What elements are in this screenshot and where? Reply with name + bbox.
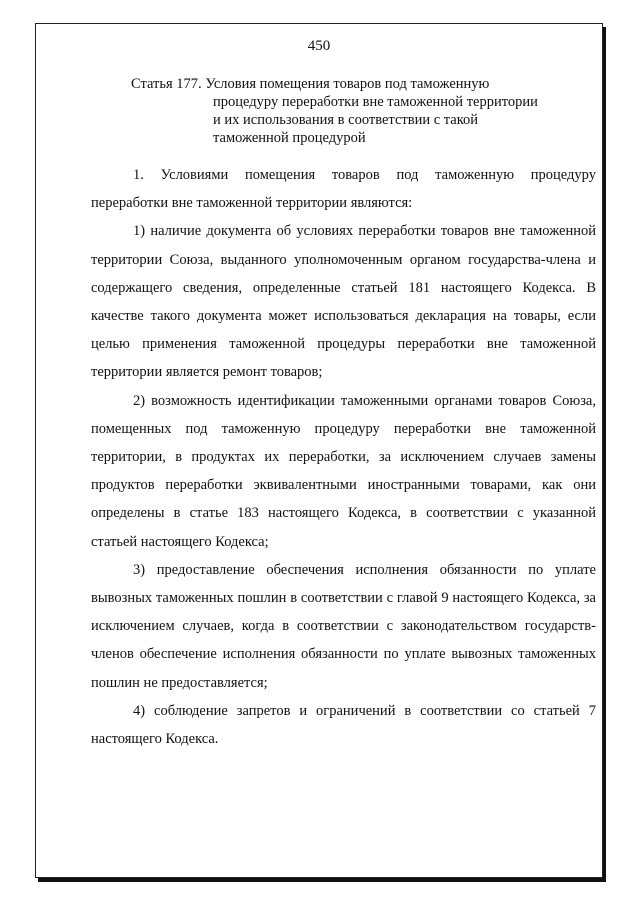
paragraph-item-3: 3) предоставление обеспечения исполнения обязанности по уплате вывозных таможенных пошлин в соответствии с главой 9 настоящего Кодекса, за исключением случаев, когда в соответствии с законодательством государств-членов обеспечение исполнения обязанности по уплате вывозных таможенных пошлин не предоставляется; — [91, 561, 596, 691]
paragraph-item-2: 2) возможность идентификации таможенными органами товаров Союза, помещенных под таможенную процедуру переработки вне таможенной территории, в продуктах их переработки, за исключением случаев замены продуктов переработки эквивалентными иностранными товарами, как они определены в статье 183 настоящего Кодекса, в соответствии с указанной статьей настоящего Кодекса; — [91, 392, 596, 550]
article-title-line: процедуру переработки вне таможенной территории — [213, 94, 538, 110]
document-page — [35, 23, 603, 878]
article-title-line: таможенной процедурой — [213, 130, 366, 146]
article-title-line: Условия помещения товаров под таможенную — [205, 76, 490, 92]
article-title-line: и их использования в соответствии с такой — [213, 112, 479, 128]
paragraph-item-4: 4) соблюдение запретов и ограничений в соответствии со статьей 7 настоящего Кодекса. — [91, 702, 596, 748]
article-body — [91, 161, 596, 753]
article-heading — [131, 75, 551, 147]
article-heading-line-1 — [131, 75, 551, 93]
paragraph-clause-1: 1. Условиями помещения товаров под таможенную процедуру переработки вне таможенной территории являются: — [91, 167, 596, 212]
article-number: Статья 177. — [131, 76, 202, 92]
page-number: 450 — [307, 38, 331, 54]
paragraph-item-1: 1) наличие документа об условиях переработки товаров вне таможенной территории Союза, выданного уполномоченным органом государства-члена и содержащего сведения, определенные статьей 181 настоящего Кодекса. В качестве такого документа может использоваться декларация на товары, если целью применения таможенной процедуры переработки вне таможенной территории является ремонт товаров; — [91, 223, 596, 381]
